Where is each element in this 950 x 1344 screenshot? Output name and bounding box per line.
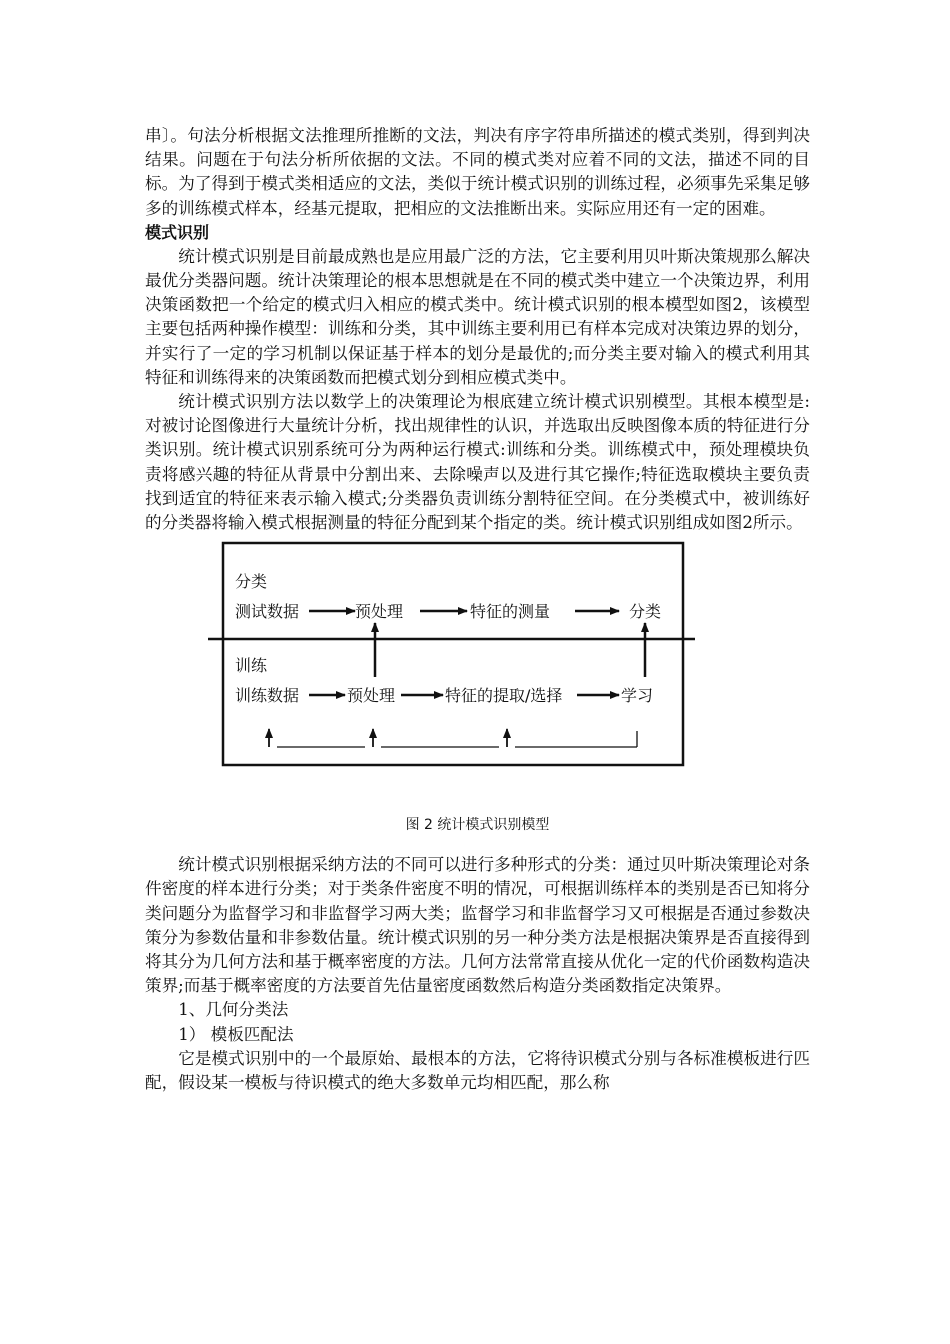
classify-label: 分类: [235, 572, 268, 592]
list-item-template-matching: 1） 模板匹配法: [178, 1024, 294, 1044]
classify-step-measure: 特征的测量: [470, 602, 551, 622]
section-heading: 模式识别: [145, 222, 210, 242]
train-label: 训练: [235, 656, 268, 676]
classify-step-classify: 分类: [629, 602, 662, 622]
train-step-train-data: 训练数据: [235, 686, 300, 706]
list-item-geometric: 1、几何分类法: [178, 1000, 289, 1020]
paragraph-syntax-analysis: 串〕。句法分析根据文法推理所推断的文法，判决有序字符串所描述的模式类别，得到判决结果。问题在于句法分析所依据的文法。不同的模式类对应着不同的文法，描述不同的目标。为了得到于模式类相适应的文法，类似于统计模式识别的训练过程，必须事先采集足够多的训练模式样本，经基元提取，把相应的文法推断出来。实际应用还有一定的困难。: [145, 126, 810, 218]
classify-step-test-data: 测试数据: [235, 602, 300, 622]
train-step-preprocess: 预处理: [347, 686, 396, 706]
figure-caption: 图 2 统计模式识别模型: [405, 817, 550, 834]
train-step-learn: 学习: [621, 686, 654, 706]
classify-step-preprocess: 预处理: [355, 602, 404, 622]
diagram-frame: [223, 543, 683, 765]
paragraph-statistical-intro: 统计模式识别是目前最成熟也是应用最广泛的方法，它主要利用贝叶斯决策规那么解决最优分类器问题。统计决策理论的根本思想就是在不同的模式类中建立一个决策边界，利用决策函数把一个给定的模式归入相应的模式类中。统计模式识别的根本模型如图2，该模型主要包括两种操作模型：训练和分类，其中训练主要利用已有样本完成对决策边界的划分，并实行了一定的学习机制以保证基于样本的划分是最优的;而分类主要对输入的模式利用其特征和训练得来的决策函数而把模式划分到相应模式类中。: [145, 246, 810, 387]
paragraph-statistical-model: 统计模式识别方法以数学上的决策理论为根底建立统计模式识别模型。其根本模型是:对被讨论图像进行大量统计分析，找出规律性的认识，并选取出反映图像本质的特征进行分类识别。统计模式识别系统可分为两种运行模式:训练和分类。训练模式中，预处理模块负责将感兴趣的特征从背景中分割出来、去除噪声以及进行其它操作;特征选取模块主要负责找到适宜的特征来表示输入模式;分类器负责训练分割特征空间。在分类模式中，被训练好的分类器将输入模式根据测量的特征分配到某个指定的类。统计模式识别组成如图2所示。: [145, 392, 810, 533]
paragraph-template-matching: 它是模式识别中的一个最原始、最根本的方法，它将待识模式分别与各标准模板进行匹配，假设某一模板与待识模式的绝大多数单元均相匹配，那么称: [145, 1048, 810, 1093]
train-step-extract: 特征的提取/选择: [445, 686, 563, 706]
figure-statistical-model: [145, 541, 810, 803]
model-diagram: [205, 541, 695, 767]
document-page: [145, 124, 810, 1095]
paragraph-classification-methods: 统计模式识别根据采纳方法的不同可以进行多种形式的分类：通过贝叶斯决策理论对条件密度的样本进行分类；对于类条件密度不明的情况，可根据训练样本的类别是否已知将分类问题分为监督学习和非监督学习两大类；监督学习和非监督学习又可根据是否通过参数决策分为参数估量和非参数估量。统计模式识别的另一种分类方法是根据决策界是否直接得到将其分为几何方法和基于概率密度的方法。几何方法常常直接从优化一定的代价函数构造决策界;而基于概率密度的方法要首先估量密度函数然后构造分类函数指定决策界。: [145, 855, 810, 996]
